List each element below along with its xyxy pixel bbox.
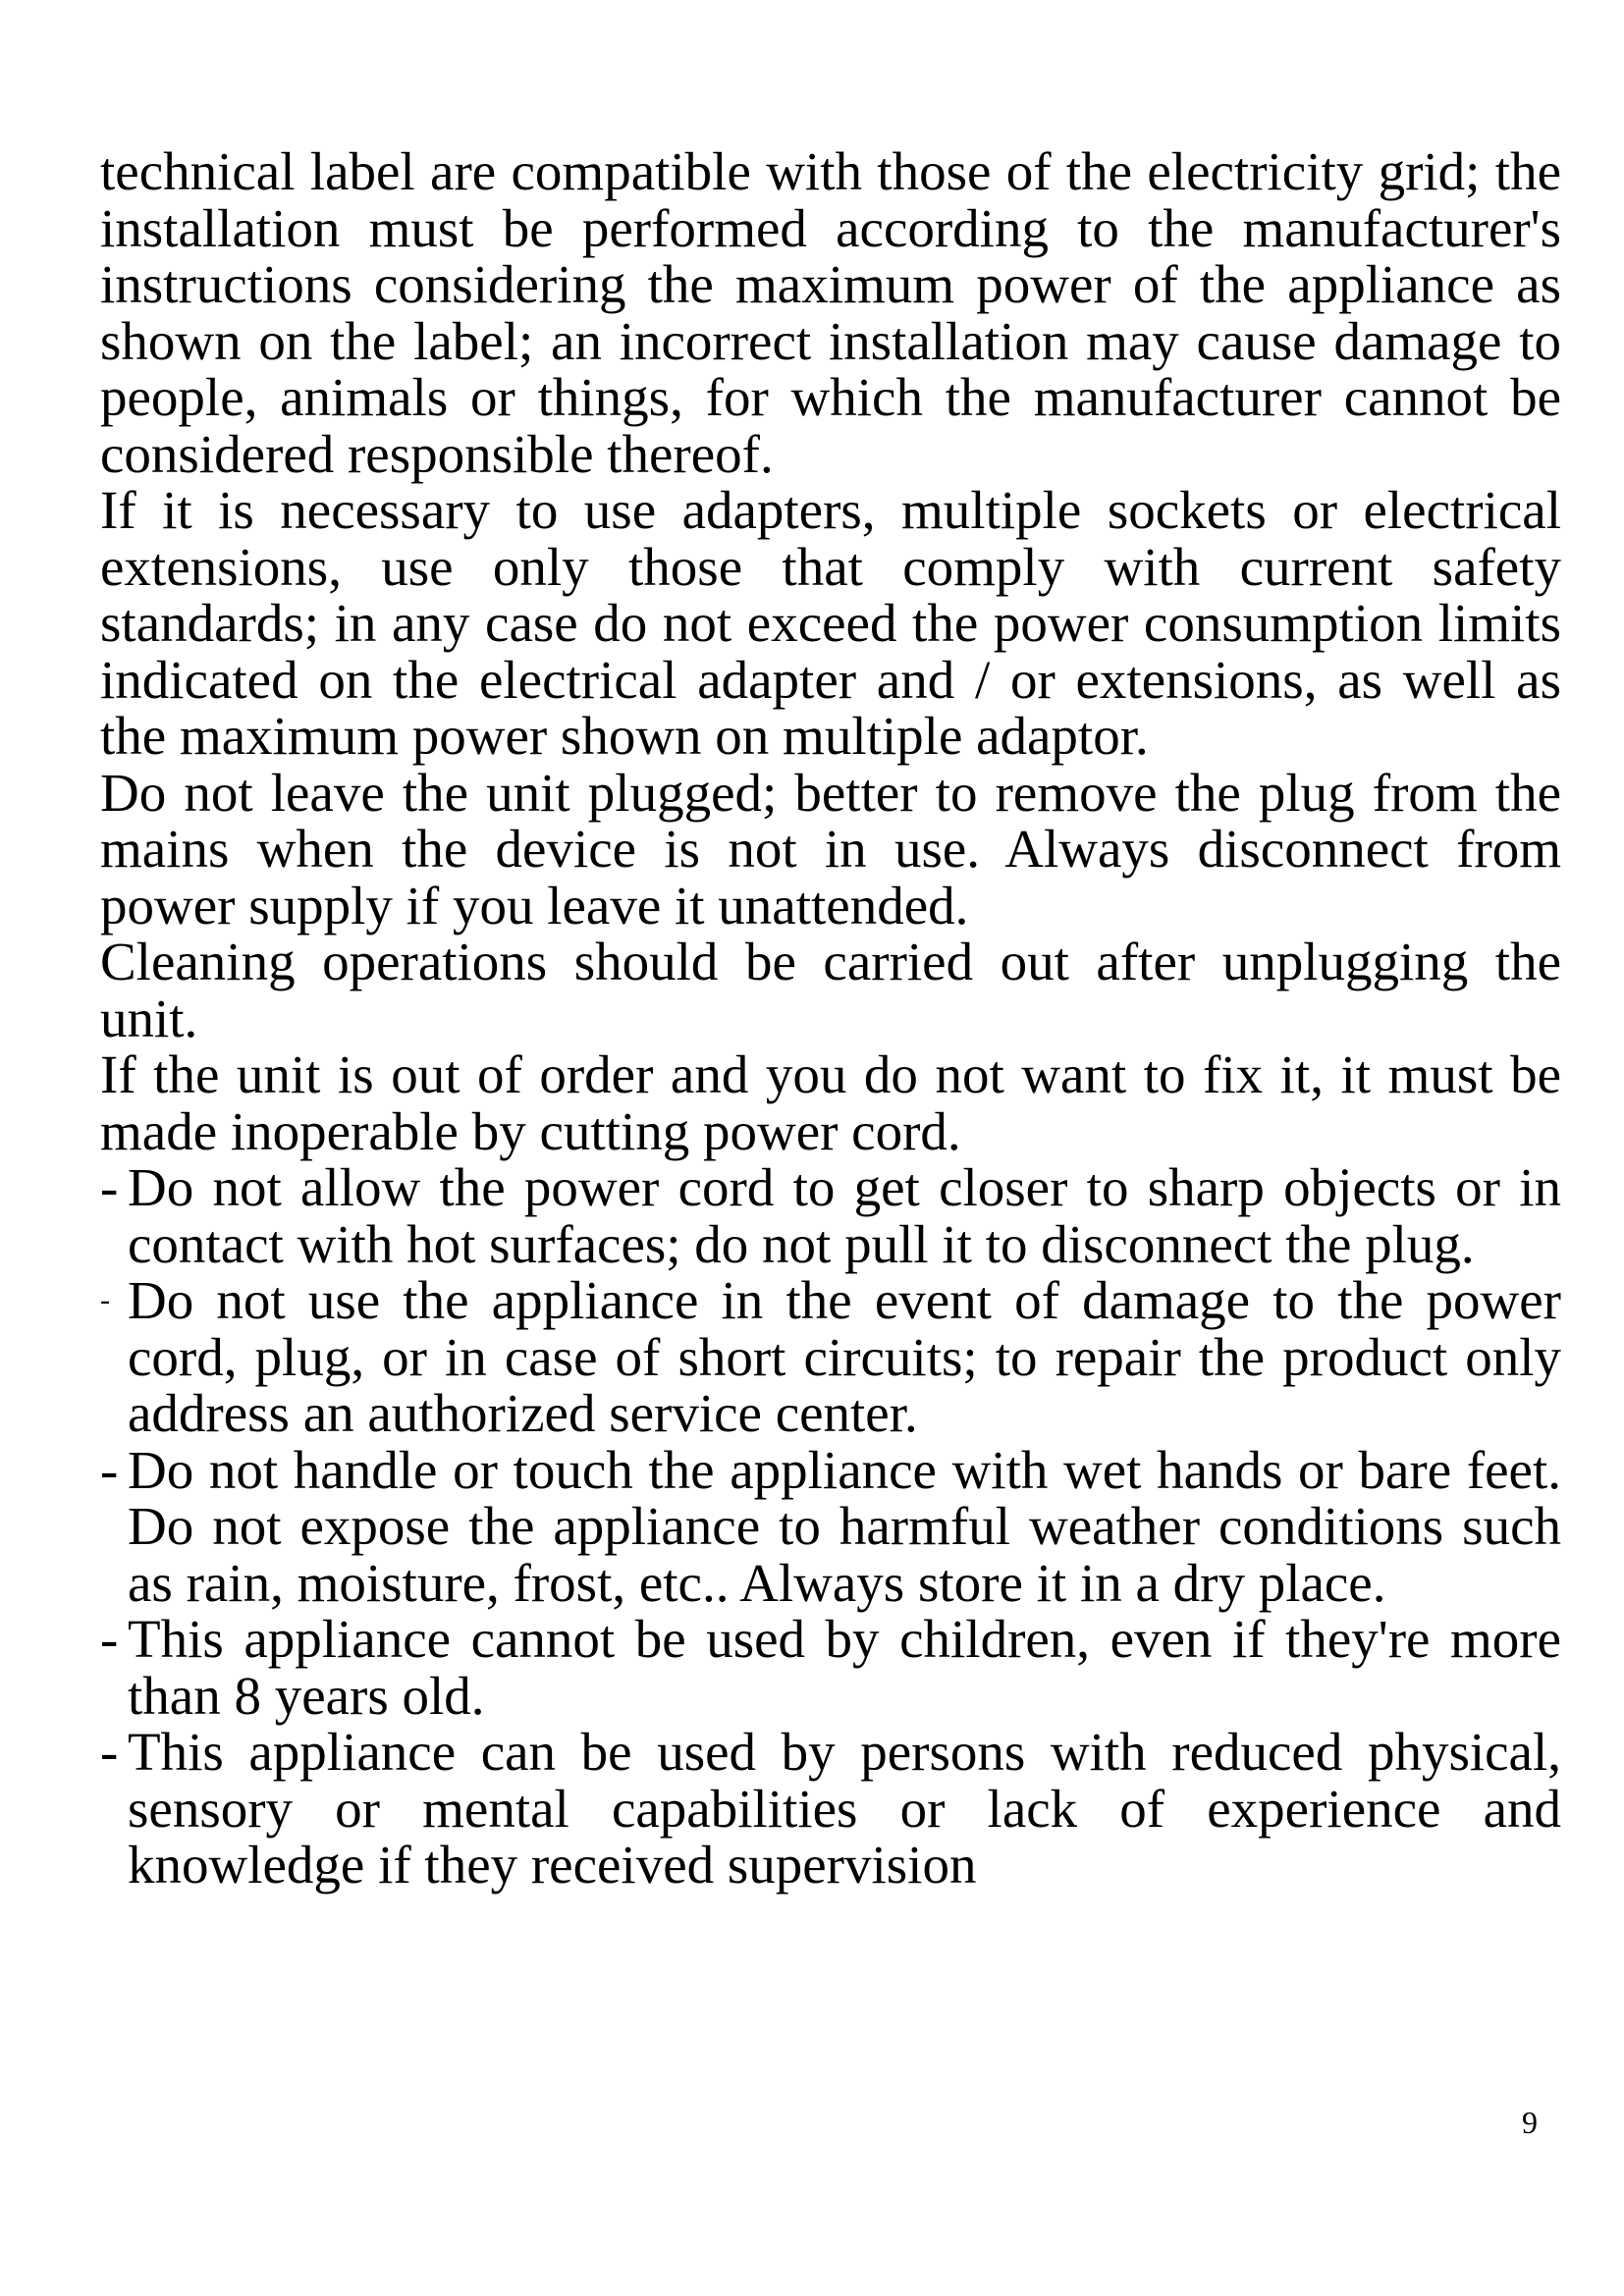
paragraph-unplug: Do not leave the unit plugged; better to remove the plug from the mains when the device is not in use. Always disconnect from power supply if you leave it unattended. [100,762,1561,935]
list-item-text: Do not handle or touch the appliance with wet hands or bare feet. Do not expose the appliance to harmful weather conditions such as rain, moisture, frost, etc.. Always store it in a dry place. [128,1439,1561,1613]
list-bullet: - [100,1609,119,1669]
list-item-text: Do not allow the power cord to get closer to sharp objects or in contact with hot surfaces; do not pull it to disconnect the plug. [128,1157,1561,1274]
list-item-wet-hands [100,1439,1561,1613]
list-item-reduced-capabilities [100,1724,1561,1894]
page-body [100,143,1561,1894]
list-item-text: This appliance can be used by persons with reduced physical, sensory or mental capabilities or lack of experience and knowledge if they received supervision [128,1722,1561,1895]
list-bullet: - [100,1284,110,1316]
list-item-text: This appliance cannot be used by children, even if they're more than 8 years old. [128,1609,1561,1726]
list-item-power-cord [100,1159,1561,1272]
list-bullet: - [100,1439,119,1500]
list-item-text: Do not use the appliance in the event of damage to the power cord, plug, or in case of short circuits; to repair the product only address an authorized service center. [128,1270,1561,1443]
list-bullet: - [100,1157,119,1217]
list-bullet: - [100,1722,119,1782]
paragraph-cleaning: Cleaning operations should be carried out after unplugging the unit. [100,932,1561,1048]
paragraph-out-of-order: If the unit is out of order and you do not want to fix it, it must be made inoperable by cutting power cord. [100,1044,1561,1161]
paragraph-installation: technical label are compatible with those of the electricity grid; the installation must be performed according to the manufacturer's instructions considering the maximum power of the appliance as shown on the label; an incorrect installation may cause damage to people, animals or things, for which the manufacturer cannot be considered responsible thereof. [100,141,1561,484]
paragraph-adapters: If it is necessary to use adapters, multiple sockets or electrical extensions, use only those that comply with current safety standards; in any case do not exceed the power consumption limits indicated on the electrical adapter and / or extensions, as well as the maximum power shown on multiple adaptor. [100,480,1561,766]
page-number: 9 [1522,2105,1538,2140]
list-item-damage [100,1272,1561,1442]
list-item-children [100,1611,1561,1724]
